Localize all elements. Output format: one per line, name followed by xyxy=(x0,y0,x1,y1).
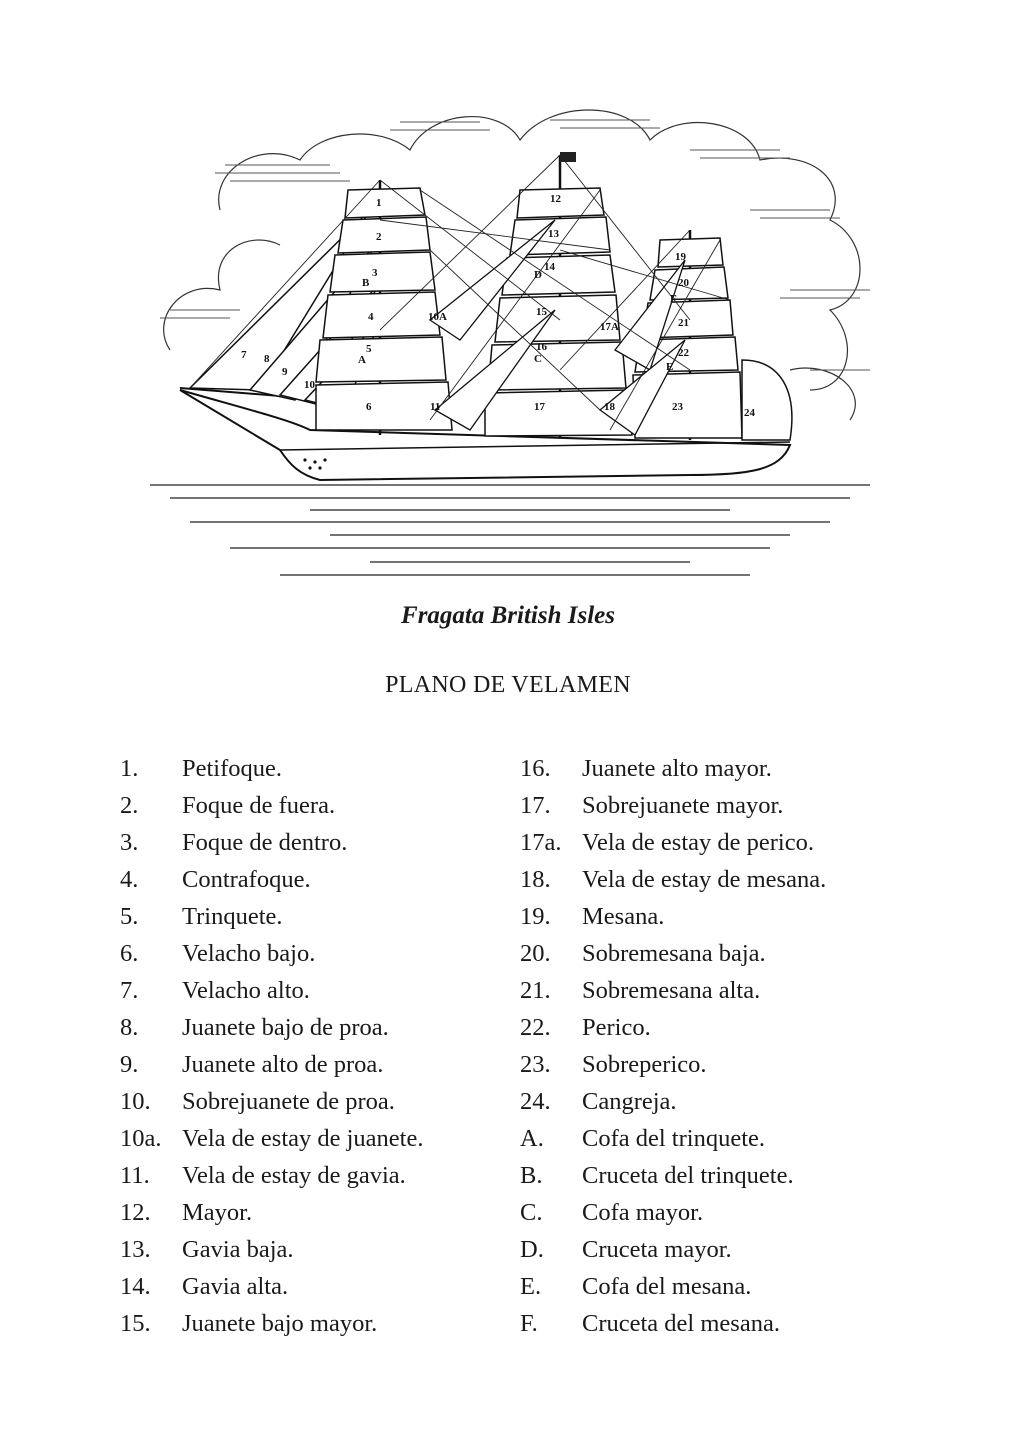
legend-key: 21. xyxy=(520,977,551,1004)
legend-key: 2. xyxy=(120,792,139,819)
legend-key: 6. xyxy=(120,940,139,967)
legend-key: D. xyxy=(520,1236,544,1263)
sail-label: 18 xyxy=(604,401,615,413)
legend-key: A. xyxy=(520,1125,544,1152)
legend-row xyxy=(120,1194,540,1231)
legend-row xyxy=(520,898,940,935)
legend-text: Gavia alta. xyxy=(182,1273,289,1300)
legend-row xyxy=(520,1083,940,1120)
legend-text: Vela de estay de perico. xyxy=(582,829,814,856)
legend-key: B. xyxy=(520,1162,543,1189)
figure-caption: Fragata British Isles xyxy=(401,602,615,629)
legend-text: Cangreja. xyxy=(582,1088,677,1115)
legend-key: 16. xyxy=(520,755,551,782)
legend-row xyxy=(520,1305,940,1342)
legend-row xyxy=(120,1268,540,1305)
sail-label: 17 xyxy=(534,401,545,413)
legend-right-column xyxy=(520,750,940,1342)
sail-label: E xyxy=(666,361,674,373)
legend-row xyxy=(520,1157,940,1194)
legend-text: Sobreperico. xyxy=(582,1051,707,1078)
legend-row xyxy=(520,1268,940,1305)
sail-label: 16 xyxy=(536,341,547,353)
legend-key: 3. xyxy=(120,829,139,856)
legend-key: 5. xyxy=(120,903,139,930)
legend-text: Sobrejuanete de proa. xyxy=(182,1088,395,1115)
legend-key: 7. xyxy=(120,977,139,1004)
sail-label: A xyxy=(358,354,366,366)
legend-row xyxy=(120,787,540,824)
sail-label: 6 xyxy=(366,401,372,413)
legend-row xyxy=(520,1009,940,1046)
legend-key: 18. xyxy=(520,866,551,893)
sail-label: 12 xyxy=(550,193,561,205)
legend-row xyxy=(120,898,540,935)
legend-text: Juanete alto mayor. xyxy=(582,755,772,782)
legend-text: Contrafoque. xyxy=(182,866,311,893)
sail-label: 14 xyxy=(544,261,555,273)
sail-label: 20 xyxy=(678,277,689,289)
sail-label: 22 xyxy=(678,347,689,359)
legend-text: Perico. xyxy=(582,1014,651,1041)
legend-row xyxy=(120,935,540,972)
legend-key: 17a. xyxy=(520,829,562,856)
legend-key: 22. xyxy=(520,1014,551,1041)
sail-label: 17A xyxy=(600,321,619,333)
legend-row xyxy=(120,1046,540,1083)
legend-text: Vela de estay de gavia. xyxy=(182,1162,406,1189)
legend-row xyxy=(120,750,540,787)
fore-sails xyxy=(316,188,452,430)
sail-label: B xyxy=(362,277,370,289)
sail-label: 7 xyxy=(241,349,247,361)
legend-key: 13. xyxy=(120,1236,151,1263)
legend-key: 9. xyxy=(120,1051,139,1078)
legend-row xyxy=(120,1083,540,1120)
legend-text: Cruceta del trinquete. xyxy=(582,1162,794,1189)
sail-label: 15 xyxy=(536,306,547,318)
legend-row xyxy=(520,861,940,898)
legend-text: Mayor. xyxy=(182,1199,253,1226)
sail-label: C xyxy=(534,353,542,365)
sail-label: F xyxy=(670,293,677,305)
legend-row xyxy=(520,1194,940,1231)
legend-row xyxy=(520,1046,940,1083)
legend-row xyxy=(520,787,940,824)
sail-label: 11 xyxy=(430,401,441,413)
sail-label: 23 xyxy=(672,401,683,413)
legend-text: Vela de estay de juanete. xyxy=(182,1125,424,1152)
legend-text: Velacho alto. xyxy=(182,977,310,1004)
legend-key: E. xyxy=(520,1273,542,1300)
legend-key: 8. xyxy=(120,1014,139,1041)
sail-label: 9 xyxy=(282,366,288,378)
legend-key: 12. xyxy=(120,1199,151,1226)
legend-row xyxy=(520,935,940,972)
ship-illustration xyxy=(130,70,890,600)
legend-key: 14. xyxy=(120,1273,151,1300)
legend-text: Vela de estay de mesana. xyxy=(582,866,827,893)
legend-row xyxy=(120,1157,540,1194)
legend-text: Cruceta del mesana. xyxy=(582,1310,780,1337)
flag xyxy=(560,152,576,162)
legend-text: Cofa mayor. xyxy=(582,1199,704,1226)
legend-text: Sobremesana baja. xyxy=(582,940,766,967)
legend-text: Foque de dentro. xyxy=(182,829,348,856)
legend-text: Mesana. xyxy=(582,903,665,930)
legend-key: 19. xyxy=(520,903,551,930)
sail-label: 2 xyxy=(376,231,382,243)
legend-row xyxy=(120,824,540,861)
legend-key: 20. xyxy=(520,940,551,967)
legend-row xyxy=(120,1305,540,1342)
sail-label: D xyxy=(534,269,542,281)
legend-key: 17. xyxy=(520,792,551,819)
legend-row xyxy=(520,972,940,1009)
legend-key: 15. xyxy=(120,1310,151,1337)
legend-text: Juanete alto de proa. xyxy=(182,1051,384,1078)
legend-row xyxy=(520,1120,940,1157)
legend-left-column xyxy=(120,750,540,1342)
legend-row xyxy=(120,1120,540,1157)
legend-text: Gavia baja. xyxy=(182,1236,294,1263)
legend-row xyxy=(120,1009,540,1046)
sail-label: 10 xyxy=(304,379,315,391)
legend-key: C. xyxy=(520,1199,543,1226)
legend-row xyxy=(520,824,940,861)
sail-label: 4 xyxy=(368,311,374,323)
legend-text: Petifoque. xyxy=(182,755,283,782)
legend-text: Trinquete. xyxy=(182,903,283,930)
legend-text: Cruceta mayor. xyxy=(582,1236,732,1263)
legend-row xyxy=(120,1231,540,1268)
legend-row xyxy=(520,750,940,787)
legend-text: Velacho bajo. xyxy=(182,940,316,967)
legend-text: Cofa del mesana. xyxy=(582,1273,752,1300)
legend-key: 1. xyxy=(120,755,139,782)
sail-label: 21 xyxy=(678,317,689,329)
sail-label: 1 xyxy=(376,197,382,209)
legend-text: Sobremesana alta. xyxy=(582,977,761,1004)
legend-row xyxy=(120,861,540,898)
sail-label: 8 xyxy=(264,353,270,365)
water-lines xyxy=(150,485,870,575)
sail-label: 5 xyxy=(366,343,372,355)
legend-key: 10. xyxy=(120,1088,151,1115)
section-heading: PLANO DE VELAMEN xyxy=(385,672,631,698)
legend-text: Sobrejuanete mayor. xyxy=(582,792,784,819)
sail-label: 24 xyxy=(744,407,755,419)
sail-label: 3 xyxy=(372,267,378,279)
legend-text: Cofa del trinquete. xyxy=(582,1125,766,1152)
legend-text: Juanete bajo de proa. xyxy=(182,1014,389,1041)
sail-label: 19 xyxy=(675,251,686,263)
sail-label: 10A xyxy=(428,311,447,323)
legend-row xyxy=(120,972,540,1009)
legend-key: 11. xyxy=(120,1162,150,1189)
legend-row xyxy=(520,1231,940,1268)
legend-text: Foque de fuera. xyxy=(182,792,336,819)
legend-text: Juanete bajo mayor. xyxy=(182,1310,378,1337)
legend-key: 23. xyxy=(520,1051,551,1078)
legend-key: 10a. xyxy=(120,1125,162,1152)
sail-label: 13 xyxy=(548,228,559,240)
legend-key: 4. xyxy=(120,866,139,893)
legend-key: F. xyxy=(520,1310,538,1337)
legend-key: 24. xyxy=(520,1088,551,1115)
main-sails xyxy=(485,188,632,436)
